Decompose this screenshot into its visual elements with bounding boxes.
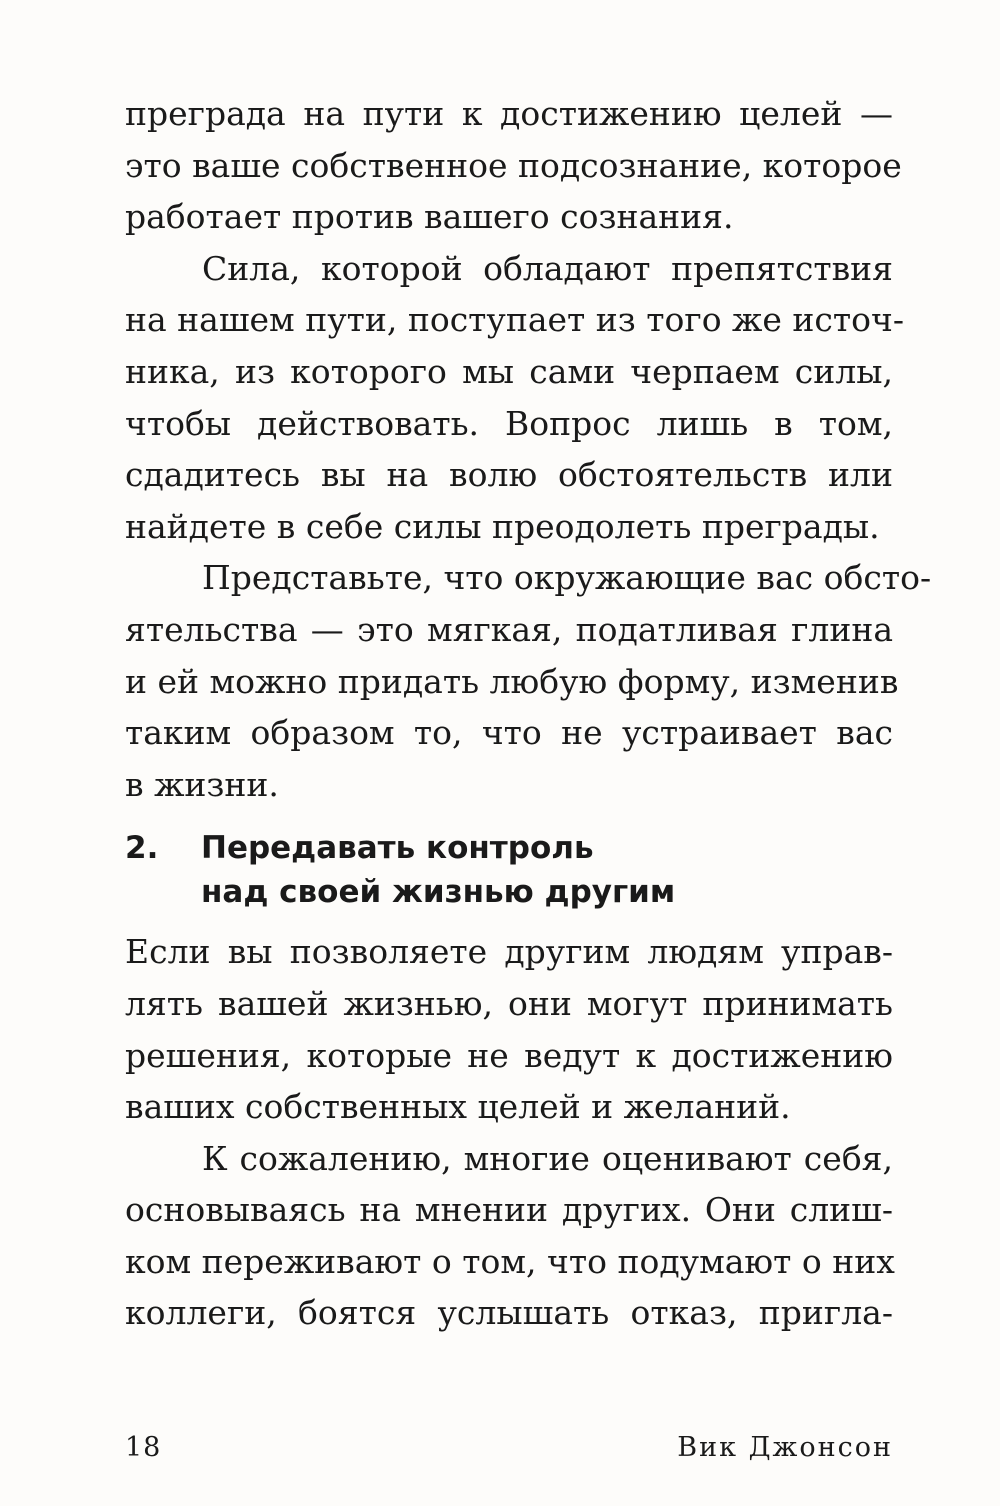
intro-text: [125, 88, 932, 810]
text-line: основываясь на мнении других. Они слиш-: [125, 1190, 893, 1230]
text-line: это ваше собственное подсознание, которое: [125, 145, 902, 185]
text-line: Если вы позволяете другим людям управ-: [125, 932, 893, 972]
text-line: Представьте, что окружающие вас обсто-: [202, 558, 932, 598]
section-title-line-2: над своей жизнью другим: [201, 874, 676, 911]
section-title-line-1: Передавать контроль: [201, 830, 594, 867]
text-line: ком переживают о том, что подумают о них: [125, 1241, 895, 1281]
text-line: Сила, которой обладают препятствия: [202, 248, 893, 288]
section-number: 2.: [125, 830, 159, 867]
text-line: работает против вашего сознания.: [125, 197, 734, 237]
text-line: чтобы действовать. Вопрос лишь в том,: [125, 403, 893, 443]
text-line: таким образом то, что не устраивает вас: [125, 713, 893, 753]
text-line: лять вашей жизнью, они могут принимать: [125, 983, 893, 1023]
page-body: [125, 88, 932, 1339]
page-footer: [125, 1428, 893, 1468]
text-line: найдете в себе силы преодолеть преграды.: [125, 506, 880, 546]
paragraph: [125, 1133, 893, 1339]
text-line: и ей можно придать любую форму, изменив: [125, 661, 899, 701]
text-line: в жизни.: [125, 764, 279, 804]
running-author: Вик Джонсон: [677, 1432, 893, 1463]
text-line: коллеги, боятся услышать отказ, пригла-: [125, 1293, 893, 1333]
paragraph: [125, 243, 904, 553]
paragraph: [125, 88, 902, 243]
text-line: преграда на пути к достижению целей —: [125, 94, 893, 133]
section-text: [125, 926, 893, 1339]
text-line: ятельства — это мягкая, податливая глина: [125, 609, 893, 649]
text-line: на нашем пути, поступает из того же источ-: [125, 300, 904, 340]
text-line: К сожалению, многие оценивают себя,: [202, 1138, 893, 1178]
text-line: ваших собственных целей и желаний.: [125, 1087, 791, 1127]
text-line: сдадитесь вы на волю обстоятельств или: [125, 455, 893, 495]
text-line: решения, которые не ведут к достижению: [125, 1035, 893, 1075]
paragraph: [125, 552, 932, 810]
text-line: ника, из которого мы сами черпаем силы,: [125, 351, 893, 391]
page-number: 18: [125, 1432, 162, 1463]
paragraph: [125, 926, 893, 1132]
section-heading: [125, 826, 893, 914]
